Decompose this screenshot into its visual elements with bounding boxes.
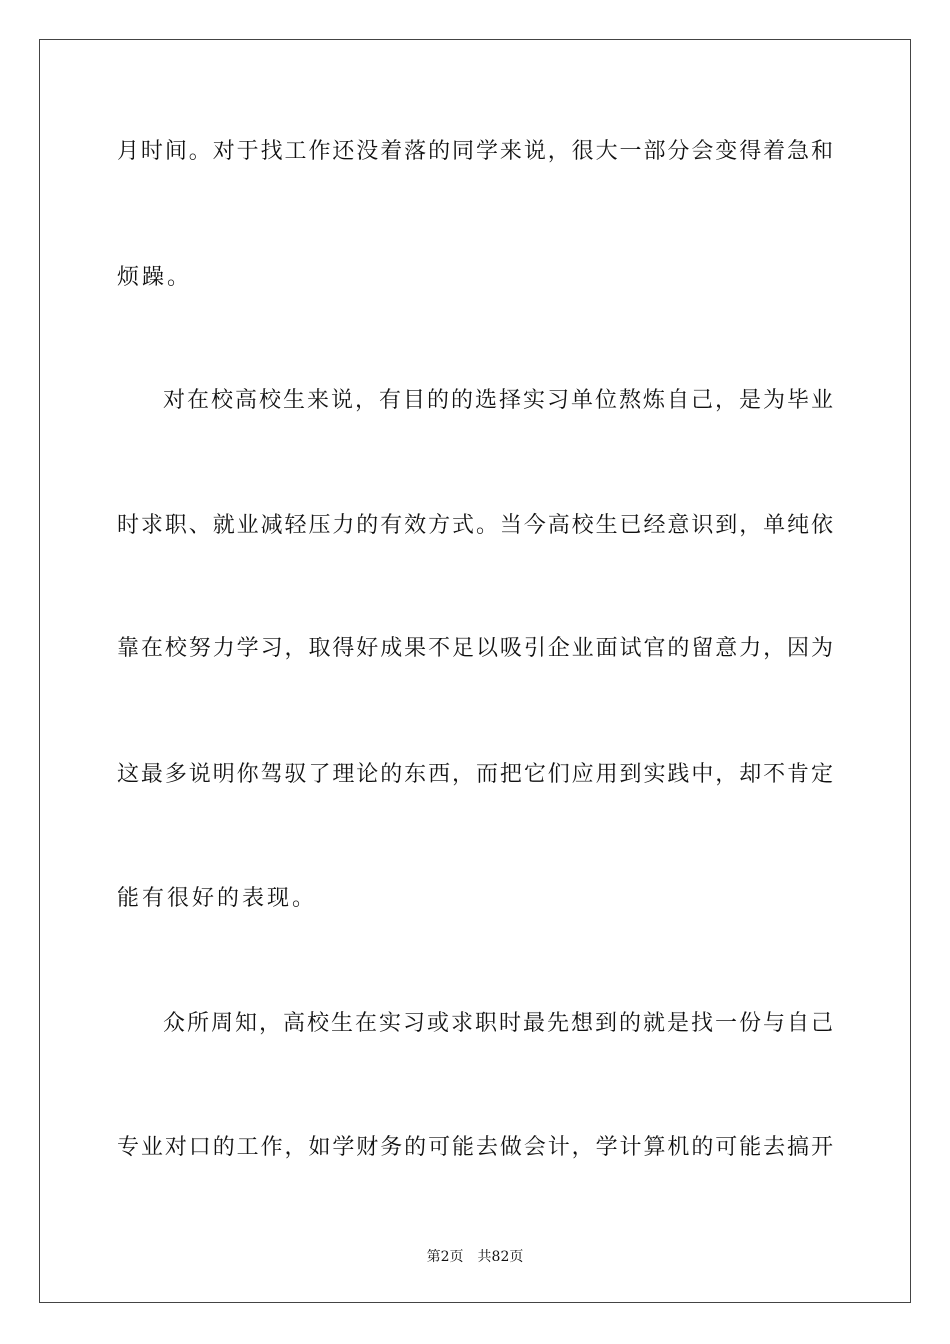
text-line-6: 这最多说明你驾驭了理论的东西，而把它们应用到实践中，却不肯定 <box>117 762 833 787</box>
text-line-2: 烦躁。 <box>117 265 193 290</box>
page-border <box>39 39 911 1303</box>
text-line-9: 专业对口的工作，如学财务的可能去做会计，学计算机的可能去搞开 <box>117 1135 833 1160</box>
text-line-3: 对在校高校生来说，有目的的选择实习单位熬炼自己，是为毕业 <box>163 388 833 413</box>
text-line-1: 月时间。对于找工作还没着落的同学来说，很大一部分会变得着急和 <box>117 139 833 164</box>
text-line-8: 众所周知，高校生在实习或求职时最先想到的就是找一份与自己 <box>163 1011 833 1036</box>
page-total: 共82页 <box>477 1249 524 1265</box>
page-footer <box>0 1246 950 1266</box>
text-line-7: 能有很好的表现。 <box>117 886 318 911</box>
text-line-5: 靠在校努力学习，取得好成果不足以吸引企业面试官的留意力，因为 <box>117 636 833 661</box>
text-line-4: 时求职、就业减轻压力的有效方式。当今高校生已经意识到，单纯依 <box>117 513 833 538</box>
page-number: 第2页 <box>426 1249 464 1265</box>
